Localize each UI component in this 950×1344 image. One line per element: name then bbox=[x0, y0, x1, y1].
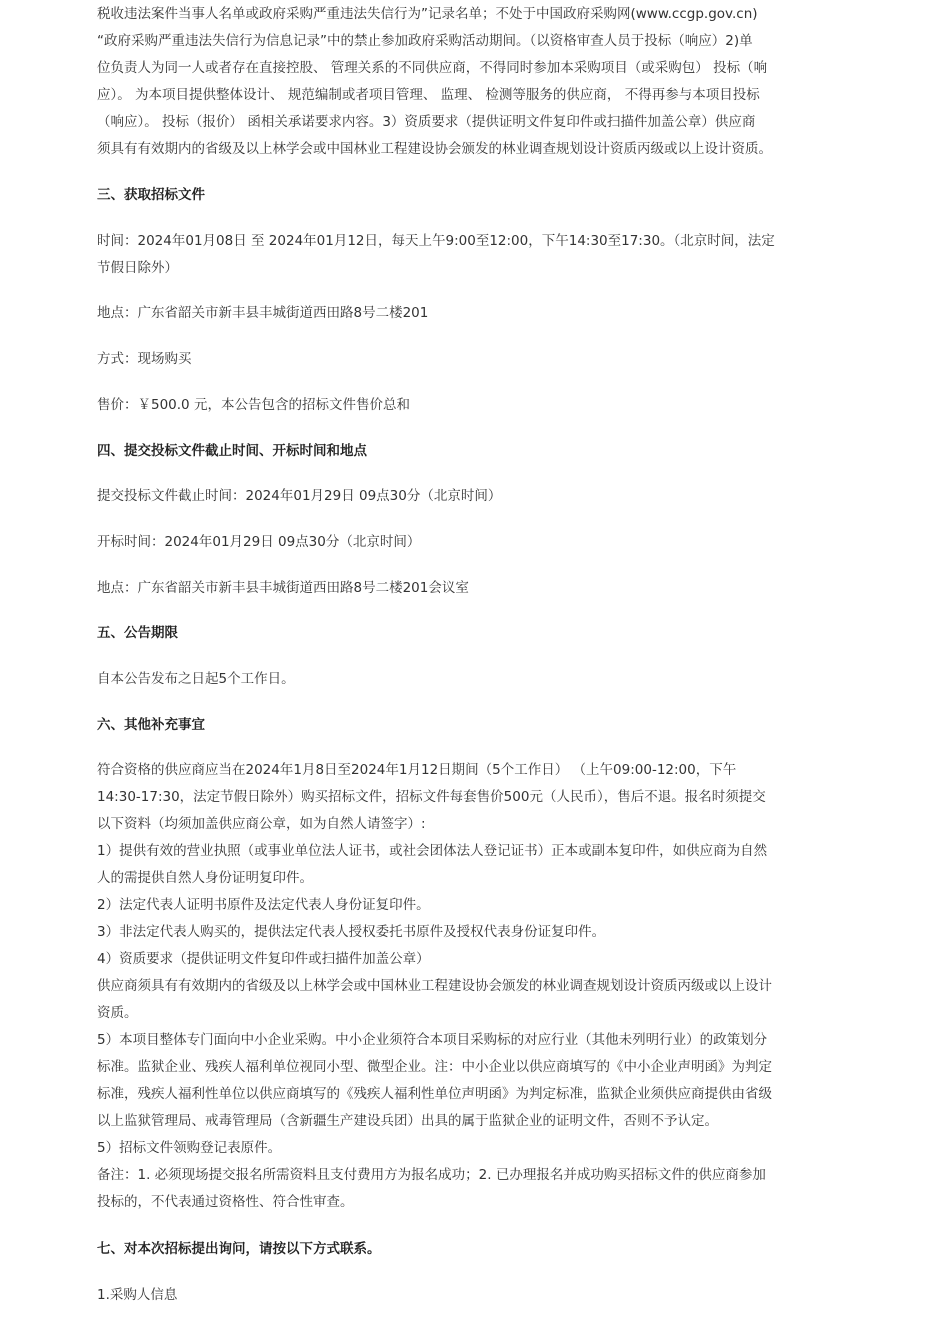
intro-line: 须具有有效期内的省级及以上林学会或中国林业工程建设协会颁发的林业调查规划设计资质丙级或以上设计资质。 bbox=[97, 141, 772, 157]
bid-doc-location: 地点：广东省韶关市新丰县丰城街道西田路8号二楼201 bbox=[97, 305, 429, 321]
supplement-line: 14:30-17:30，法定节假日除外）购买招标文件，招标文件每套售价500元（人民币），售后不退。报名时须提交 bbox=[97, 789, 766, 805]
intro-line: 应）。 为本项目提供整体设计、 规范编制或者项目管理、 监理、 检测等服务的供应商， 不得再参与本项目投标 bbox=[97, 87, 760, 103]
supplement-line: 3）非法定代表人购买的，提供法定代表人授权委托书原件及授权代表身份证复印件。 bbox=[97, 924, 606, 940]
section-heading-4: 四、提交投标文件截止时间、开标时间和地点 bbox=[97, 443, 367, 459]
intro-line: （响应）。 投标（报价） 函相关承诺要求内容。3）资质要求（提供证明文件复印件或扫描件加盖公章）供应商 bbox=[97, 114, 756, 130]
notice-period: 自本公告发布之日起5个工作日。 bbox=[97, 671, 295, 687]
bid-doc-time bbox=[97, 228, 787, 282]
time-line: 时间：2024年01月08日 至 2024年01月12日，每天上午9:00至12:00，下午14:30至17:30。（北京时间，法定 bbox=[97, 233, 775, 249]
bid-doc-price: 售价：￥500.0 元，本公告包含的招标文件售价总和 bbox=[97, 397, 410, 413]
supplement-line: 备注：1. 必须现场提交报名所需资料且支付费用方为报名成功；2. 已办理报名并成功购买招标文件的供应商参加 bbox=[97, 1167, 766, 1183]
section-heading-5: 五、公告期限 bbox=[97, 625, 178, 641]
time-line: 节假日除外） bbox=[97, 260, 178, 276]
supplement-line: 1）提供有效的营业执照（或事业单位法人证书，或社会团体法人登记证书）正本或副本复印件，如供应商为自然 bbox=[97, 843, 768, 859]
intro-line: 位负责人为同一人或者存在直接控股、 管理关系的不同供应商，不得同时参加本采购项目（或采购包） 投标（响 bbox=[97, 60, 768, 76]
supplement-line: 以上监狱管理局、戒毒管理局（含新疆生产建设兵团）出具的属于监狱企业的证明文件，否则不予认定。 bbox=[97, 1113, 718, 1129]
supplement-line: 符合资格的供应商应当在2024年1月8日至2024年1月12日期间（5个工作日） （上午09:00-12:00，下午 bbox=[97, 762, 737, 778]
supplement-line: 以下资料（均须加盖供应商公章，如为自然人请签字）: bbox=[97, 816, 426, 832]
supplement-line: 5）招标文件领购登记表原件。 bbox=[97, 1140, 282, 1156]
supplement-line: 资质。 bbox=[97, 1005, 138, 1021]
supplementary-paragraph bbox=[97, 757, 787, 1216]
supplement-line: 5）本项目整体专门面向中小企业采购。中小企业须符合本项目采购标的对应行业（其他未列明行业）的政策划分 bbox=[97, 1032, 768, 1048]
section-heading-3: 三、获取招标文件 bbox=[97, 187, 205, 203]
supplement-line: 供应商须具有有效期内的省级及以上林学会或中国林业工程建设协会颁发的林业调查规划设计资质丙级或以上设计 bbox=[97, 978, 772, 994]
purchaser-info-title: 1.采购人信息 bbox=[97, 1287, 178, 1303]
opening-location: 地点：广东省韶关市新丰县丰城街道西田路8号二楼201会议室 bbox=[97, 580, 469, 596]
section-heading-6: 六、其他补充事宜 bbox=[97, 717, 205, 733]
intro-line: 税收违法案件当事人名单或政府采购严重违法失信行为”记录名单；不处于中国政府采购网(www.ccgp.gov.cn) bbox=[97, 6, 758, 22]
supplement-line: 标准，残疾人福利性单位以供应商填写的《残疾人福利性单位声明函》为判定标准，监狱企业须供应商提供由省级 bbox=[97, 1086, 772, 1102]
bid-doc-method: 方式：现场购买 bbox=[97, 351, 192, 367]
intro-line: “政府采购严重违法失信行为信息记录”中的禁止参加政府采购活动期间。（以资格审查人员于投标（响应）2)单 bbox=[97, 33, 753, 49]
section-heading-7: 七、对本次招标提出询问，请按以下方式联系。 bbox=[97, 1241, 381, 1257]
submission-deadline: 提交投标文件截止时间：2024年01月29日 09点30分（北京时间） bbox=[97, 488, 502, 504]
supplement-line: 人的需提供自然人身份证明复印件。 bbox=[97, 870, 313, 886]
supplement-line: 2）法定代表人证明书原件及法定代表人身份证复印件。 bbox=[97, 897, 430, 913]
intro-paragraph bbox=[97, 1, 787, 163]
supplement-line: 标准。监狱企业、残疾人福利单位视同小型、微型企业。注：中小企业以供应商填写的《中小企业声明函》为判定 bbox=[97, 1059, 772, 1075]
opening-time: 开标时间：2024年01月29日 09点30分（北京时间） bbox=[97, 534, 421, 550]
supplement-line: 4）资质要求（提供证明文件复印件或扫描件加盖公章） bbox=[97, 951, 430, 967]
supplement-line: 投标的，不代表通过资格性、符合性审查。 bbox=[97, 1194, 354, 1210]
